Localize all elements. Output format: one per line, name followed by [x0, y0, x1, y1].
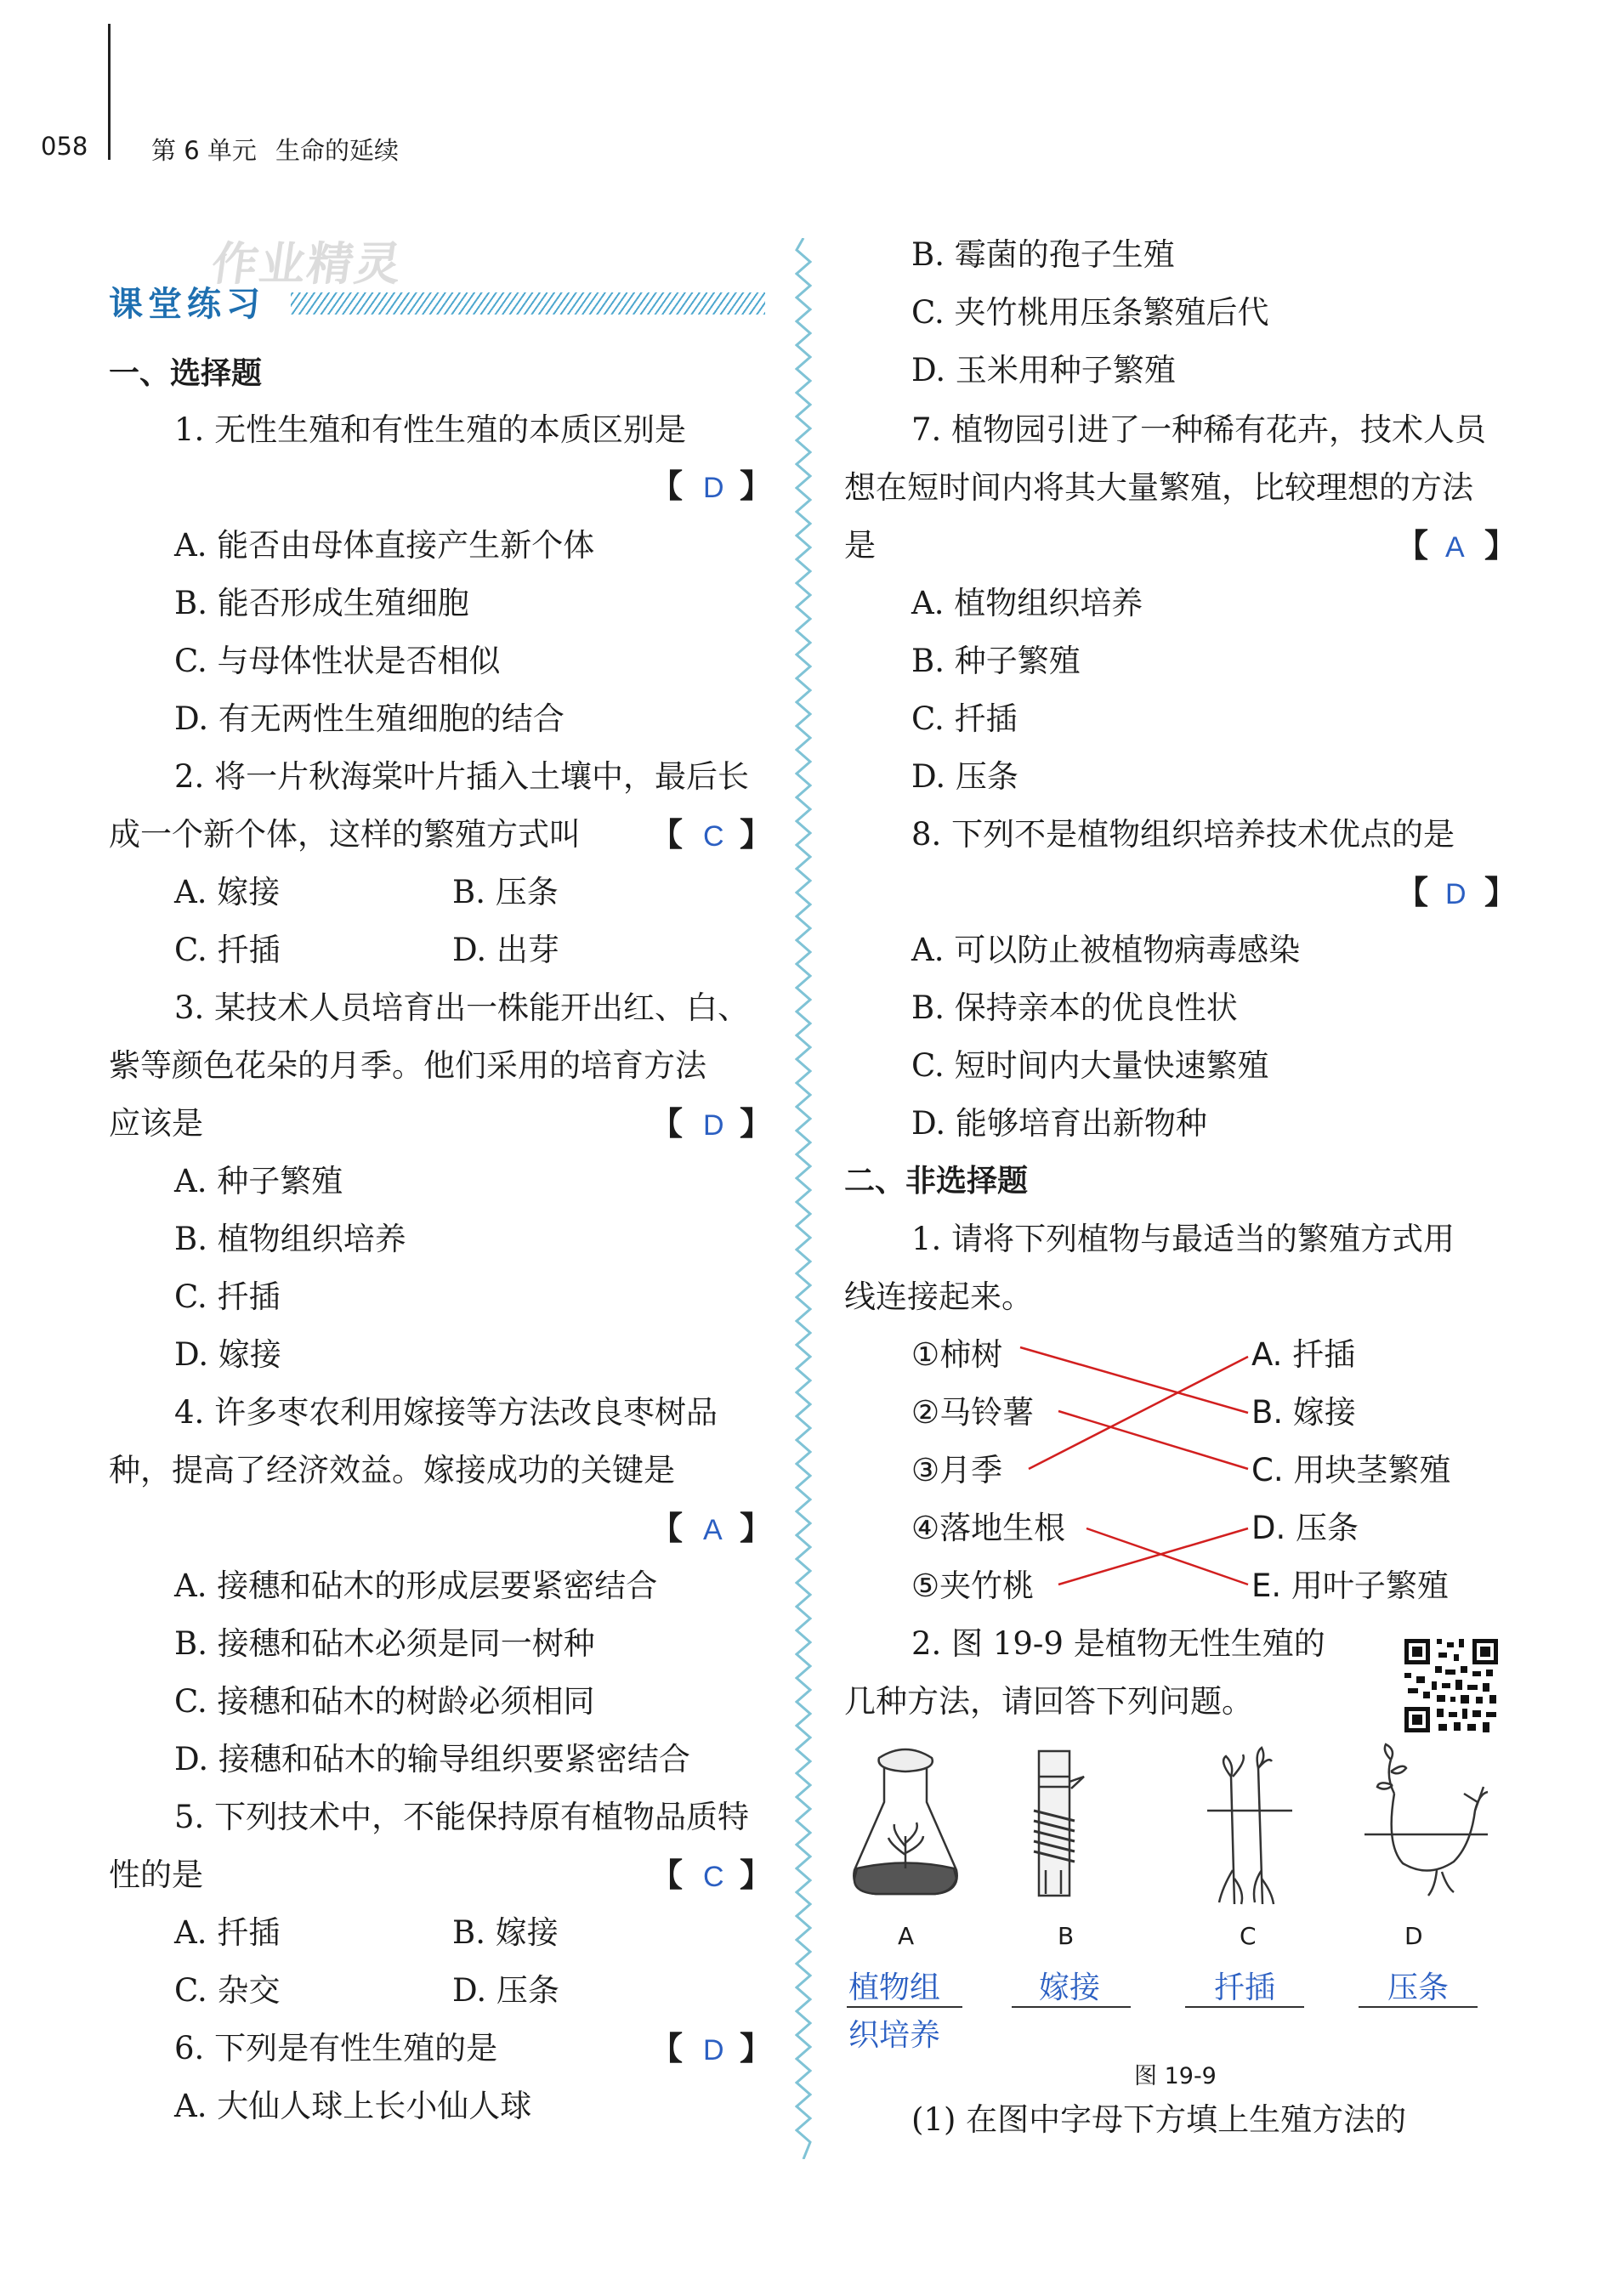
- q2-bracket-close: 】: [740, 815, 773, 853]
- q7-bracket-close: 】: [1484, 526, 1518, 564]
- q7-option-d: D. 压条: [911, 758, 1018, 795]
- layering-illustration: [1365, 1744, 1488, 1896]
- q2-stem-line2: 成一个新个体，这样的繁殖方式叫: [109, 816, 581, 853]
- watermark-logo: 作业精灵: [208, 237, 406, 291]
- answer-a-line2: 织培养: [848, 2018, 941, 2053]
- q1-option-b: B. 能否形成生殖细胞: [174, 585, 469, 621]
- q8-option-c: C. 短时间内大量快速繁殖: [911, 1047, 1269, 1084]
- q3-bracket-open: 【: [650, 1104, 684, 1142]
- match-method-d: D. 压条: [1251, 1510, 1359, 1546]
- answer-b: 嫁接: [1039, 1970, 1101, 2005]
- q8-stem: 8. 下列不是植物组织培养技术优点的是: [911, 816, 1455, 853]
- q4-stem-line1: 4. 许多枣农利用嫁接等方法改良枣树品: [174, 1394, 718, 1431]
- q1-option-d: D. 有无两性生殖细胞的结合: [174, 700, 565, 737]
- q5-option-d: D. 压条: [452, 1972, 559, 2009]
- q4-answer: A: [703, 1514, 723, 1546]
- match-line-1-b: [1020, 1347, 1248, 1413]
- q8-option-d: D. 能够培育出新物种: [911, 1105, 1207, 1142]
- q6-option-d: D. 玉米用种子繁殖: [911, 352, 1176, 388]
- q3-option-a: A. 种子繁殖: [174, 1163, 343, 1199]
- q7-stem-line1: 7. 植物园引进了一种稀有花卉，技术人员: [911, 411, 1487, 448]
- answer-c-underline: [1185, 2006, 1304, 2008]
- q4-option-c: C. 接穗和砧木的树龄必须相同: [174, 1683, 595, 1720]
- q6-option-a: A. 大仙人球上长小仙人球: [174, 2088, 532, 2124]
- q4-bracket-close: 】: [740, 1509, 773, 1547]
- answer-d: 压条: [1387, 1970, 1450, 2005]
- q8-answer: D: [1445, 878, 1467, 910]
- q6-bracket-close: 】: [740, 2029, 773, 2067]
- q1-bracket-open: 【: [650, 467, 684, 505]
- figure-caption: 图 19-9: [1134, 2063, 1217, 2089]
- figure-19-9-illustrations: [842, 1743, 1496, 1913]
- tissue-culture-flask-illustration: [854, 1749, 956, 1894]
- q3-answer: D: [703, 1109, 724, 1142]
- q2-option-a: A. 嫁接: [174, 874, 281, 910]
- q6-stem: 6. 下列是有性生殖的是: [174, 2030, 498, 2066]
- part1-heading: 一、选择题: [109, 356, 263, 391]
- nq2-sub1: (1) 在图中字母下方填上生殖方法的: [911, 2101, 1407, 2138]
- q7-option-a: A. 植物组织培养: [911, 585, 1143, 621]
- q1-bracket-close: 】: [740, 467, 773, 505]
- q1-option-c: C. 与母体性状是否相似: [174, 643, 501, 679]
- answer-b-underline: [1012, 2006, 1131, 2008]
- q8-bracket-open: 【: [1396, 873, 1429, 911]
- q4-option-d: D. 接穗和砧木的输导组织要紧密结合: [174, 1741, 690, 1777]
- q4-stem-line2: 种，提高了经济效益。嫁接成功的关键是: [109, 1452, 675, 1488]
- q5-answer: C: [703, 1861, 724, 1893]
- cutting-illustration: [1207, 1748, 1292, 1904]
- match-plant-5: ⑤夹竹桃: [911, 1568, 1035, 1604]
- q5-option-c: C. 杂交: [174, 1972, 281, 2009]
- q5-stem-line1: 5. 下列技术中，不能保持原有植物品质特: [174, 1799, 750, 1835]
- q7-stem-line2: 想在短时间内将其大量繁殖，比较理想的方法: [844, 469, 1473, 506]
- match-line-5-d: [1058, 1528, 1248, 1585]
- q7-option-b: B. 种子繁殖: [911, 643, 1081, 679]
- match-method-e: E. 用叶子繁殖: [1251, 1568, 1449, 1604]
- section-title: 课堂练习: [109, 285, 265, 324]
- q1-stem: 1. 无性生殖和有性生殖的本质区别是: [174, 411, 687, 448]
- match-method-c: C. 用块茎繁殖: [1251, 1452, 1451, 1488]
- q4-option-a: A. 接穗和砧木的形成层要紧密结合: [174, 1568, 658, 1604]
- q8-bracket-close: 】: [1484, 873, 1518, 911]
- q8-option-a: A. 可以防止被植物病毒感染: [911, 932, 1301, 968]
- nq2-stem-line2: 几种方法，请回答下列问题。: [844, 1683, 1253, 1720]
- q3-bracket-close: 】: [740, 1104, 773, 1142]
- q6-option-c: C. 夹竹桃用压条繁殖后代: [911, 294, 1269, 331]
- figure-label-b: B: [1058, 1922, 1075, 1950]
- q2-option-d: D. 出芽: [452, 932, 559, 968]
- match-line-4-e: [1087, 1528, 1248, 1585]
- q2-bracket-open: 【: [650, 815, 684, 853]
- q2-option-b: B. 压条: [452, 874, 559, 910]
- q5-stem-line2: 性的是: [109, 1857, 203, 1893]
- q1-answer: D: [703, 472, 724, 504]
- answer-a-underline: [847, 2006, 962, 2008]
- q3-option-b: B. 植物组织培养: [174, 1221, 406, 1257]
- nq1-stem-line1: 1. 请将下列植物与最适当的繁殖方式用: [911, 1221, 1455, 1257]
- qr-code[interactable]: [1401, 1636, 1501, 1736]
- q4-option-b: B. 接穗和砧木必须是同一树种: [174, 1625, 595, 1662]
- q5-option-b: B. 嫁接: [452, 1914, 559, 1951]
- figure-label-c: C: [1240, 1922, 1257, 1950]
- match-plant-2: ②马铃薯: [911, 1394, 1035, 1431]
- q2-answer: C: [703, 820, 724, 853]
- q2-option-c: C. 扦插: [174, 932, 281, 968]
- figure-label-d: D: [1404, 1922, 1423, 1950]
- q5-bracket-close: 】: [740, 1856, 773, 1894]
- q7-answer: A: [1445, 531, 1465, 564]
- answer-d-underline: [1359, 2006, 1478, 2008]
- answer-a-line1: 植物组: [848, 1970, 941, 2005]
- unit-label: 第 6 单元: [151, 136, 257, 165]
- q2-stem-line1: 2. 将一片秋海棠叶片插入土壤中，最后长: [174, 758, 750, 795]
- q7-option-c: C. 扦插: [911, 700, 1018, 737]
- q6-bracket-open: 【: [650, 2029, 684, 2067]
- match-method-a: A. 扦插: [1251, 1336, 1356, 1373]
- match-method-b: B. 嫁接: [1251, 1394, 1356, 1431]
- q1-option-a: A. 能否由母体直接产生新个体: [174, 527, 595, 564]
- q4-bracket-open: 【: [650, 1509, 684, 1547]
- grafting-stem-illustration: [1034, 1751, 1084, 1896]
- match-plant-1: ①柿树: [911, 1336, 1003, 1373]
- q7-bracket-open: 【: [1396, 526, 1429, 564]
- figure-label-a: A: [898, 1922, 915, 1950]
- match-plant-3: ③月季: [911, 1452, 1003, 1488]
- part2-heading: 二、非选择题: [844, 1164, 1029, 1199]
- answer-c: 扦插: [1214, 1970, 1276, 2005]
- q3-option-c: C. 扦插: [174, 1278, 281, 1315]
- page-number: 058: [41, 132, 88, 161]
- q6-option-b: B. 霉菌的孢子生殖: [911, 236, 1175, 273]
- q5-option-a: A. 扦插: [174, 1914, 281, 1951]
- q3-stem-line2: 紫等颜色花朵的月季。他们采用的培育方法: [109, 1047, 706, 1084]
- q3-stem-line1: 3. 某技术人员培育出一株能开出红、白、: [174, 989, 750, 1026]
- nq1-stem-line2: 线连接起来。: [844, 1278, 1033, 1315]
- match-plant-4: ④落地生根: [911, 1510, 1066, 1546]
- unit-title: 生命的延续: [275, 136, 400, 165]
- q3-stem-line3: 应该是: [109, 1105, 203, 1142]
- q8-option-b: B. 保持亲本的优良性状: [911, 989, 1238, 1026]
- q6-answer: D: [703, 2034, 724, 2066]
- q7-stem-line3: 是: [844, 527, 876, 564]
- q5-bracket-open: 【: [650, 1856, 684, 1894]
- q3-option-d: D. 嫁接: [174, 1336, 281, 1373]
- nq2-stem-line1: 2. 图 19-9 是植物无性生殖的: [911, 1625, 1325, 1662]
